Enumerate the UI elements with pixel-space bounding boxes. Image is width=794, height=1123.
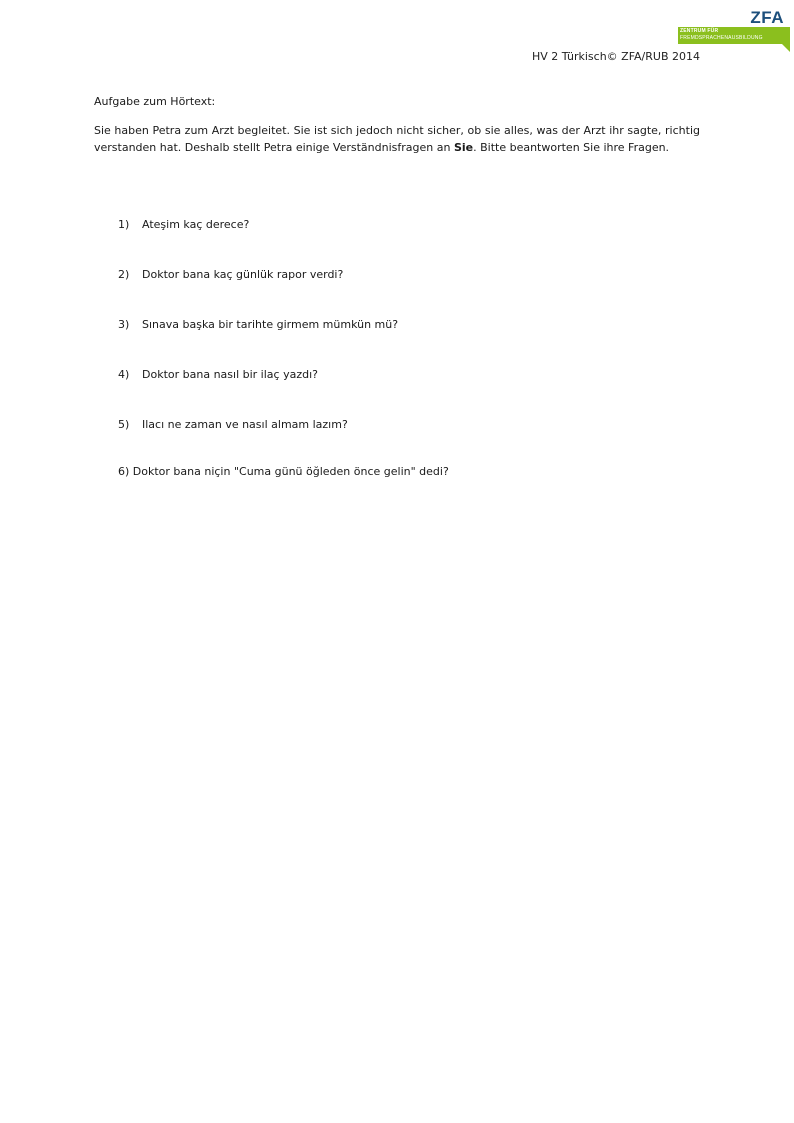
question-item: [118, 218, 678, 268]
intro-text-start: Sie haben Petra zum Arzt begleitet. Sie ist sich jedoch nicht sicher, ob sie alles, was der Arzt ihr sagte, richtig verstanden hat. Deshalb stellt Petra einige Verständnisfragen an: [94, 124, 700, 154]
question-item: [118, 318, 678, 368]
zfa-logo: [678, 8, 790, 52]
intro-bold-word: Sie: [453, 141, 474, 154]
logo-line-2: FREMDSPRACHENAUSBILDUNG: [680, 35, 763, 41]
question-text: Sınava başka bir tarihte girmem mümkün mü?: [142, 318, 399, 331]
question-list: [118, 218, 678, 478]
logo-line-1: ZENTRUM FÜR: [680, 28, 719, 34]
document-reference: HV 2 Türkisch© ZFA/RUB 2014: [532, 50, 700, 63]
logo-tail: [782, 44, 790, 52]
task-section: [94, 95, 700, 156]
question-item: [118, 418, 678, 468]
question-item-6: 6) Doktor bana niçin "Cuma günü öğleden önce gelin" dedi?: [118, 465, 449, 478]
question-number: 3): [118, 318, 130, 331]
intro-text-end: . Bitte beantworten Sie ihre Fragen.: [473, 141, 670, 154]
question-item: [118, 368, 678, 418]
question-text: Ilacı ne zaman ve nasıl almam lazım?: [142, 418, 348, 431]
logo-wordmark: ZFA: [750, 8, 784, 27]
question-number: 4): [118, 368, 130, 381]
question-text: Doktor bana kaç günlük rapor verdi?: [142, 268, 344, 281]
question-text: Ateşim kaç derece?: [142, 218, 250, 231]
task-heading: Aufgabe zum Hörtext:: [94, 95, 216, 108]
task-intro: [94, 122, 700, 156]
question-number: 1): [118, 218, 130, 231]
question-item: [118, 268, 678, 318]
question-text: Doktor bana nasıl bir ilaç yazdı?: [142, 368, 318, 381]
question-number: 5): [118, 418, 130, 431]
question-number: 2): [118, 268, 130, 281]
